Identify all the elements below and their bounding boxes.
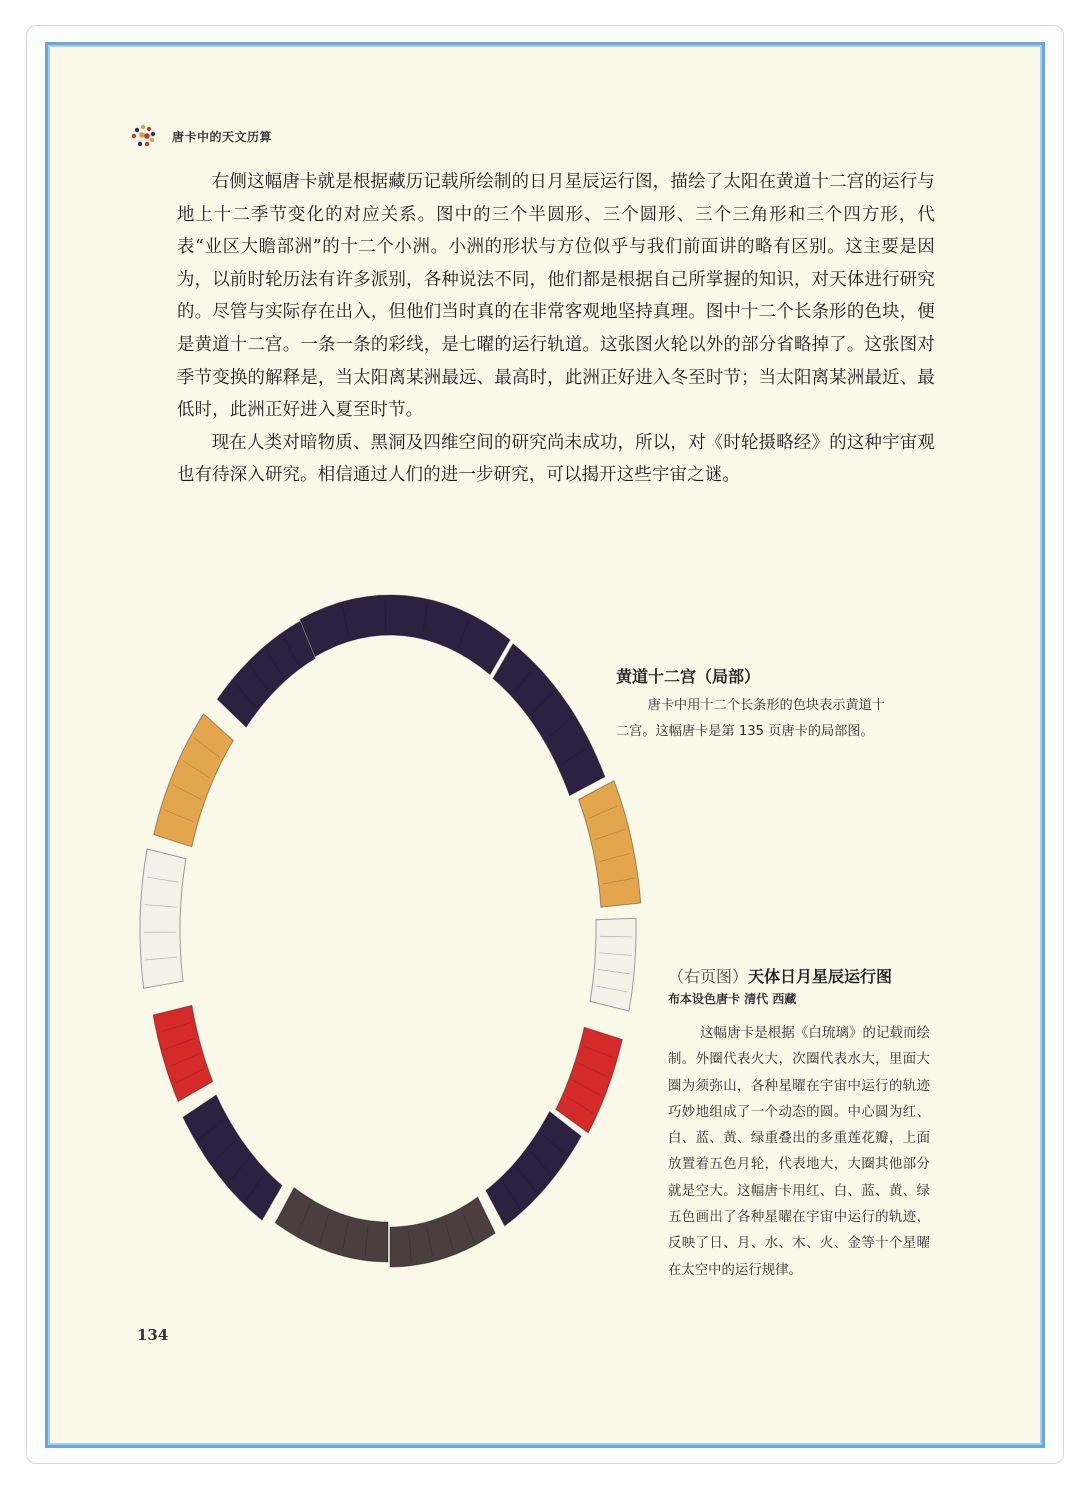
zodiac-ring-figure	[120, 580, 660, 1320]
logo-dot	[138, 142, 142, 146]
caption-right-page-body: 这幅唐卡是根据《白琉璃》的记载而绘制。外圈代表火大，次圈代表水大，里面大圈为须弥山，各种星曜在宇宙中运行的轨迹巧妙地组成了一个动态的圆。中心圆为红、白、蓝、黄、绿重叠出的多重莲花瓣，上面放置着五色月轮，代表地大，大圈其他部分就是空大。这幅唐卡用红、白、蓝、黄、绿五色画出了各种星曜在宇宙中运行的轨迹，反映了日、月、水、木、火、金等十个星曜在太空中的运行规律。	[668, 1026, 930, 1278]
caption-right-page-prefix: （右页图）	[668, 967, 749, 986]
caption-zodiac	[616, 664, 891, 745]
paragraph-2: 现在人类对暗物质、黑洞及四维空间的研究尚未成功，所以，对《时轮摄略经》的这种宇宙观也有待深入研究。相信通过人们的进一步研究，可以揭开这些宇宙之谜。	[177, 432, 935, 486]
zodiac-segment-brown	[275, 1188, 388, 1263]
caption-right-page-heading	[668, 964, 930, 987]
zodiac-segment-white	[140, 849, 186, 988]
zodiac-segment-navy	[486, 1112, 581, 1226]
zodiac-segment-white	[590, 918, 636, 1011]
body-text	[177, 166, 935, 492]
caption-right-page-subtitle: 布本设色唐卡 清代 西藏	[668, 992, 797, 1006]
header-title: 唐卡中的天文历算	[172, 129, 273, 144]
dotted-circle-logo-icon	[128, 124, 160, 148]
logo-dot	[135, 128, 139, 132]
caption-zodiac-title: 黄道十二宫（局部）	[616, 667, 761, 686]
logo-dot	[139, 132, 145, 138]
caption-right-page-title: 天体日月星辰运行图	[748, 967, 893, 986]
zodiac-segment-red	[556, 1027, 623, 1133]
zodiac-segment-orange	[579, 781, 641, 908]
zodiac-segment-navy	[217, 621, 315, 727]
logo-dot	[147, 127, 151, 131]
zodiac-segment-brown	[390, 1197, 495, 1267]
page-number: 134	[137, 1326, 169, 1344]
zodiac-segment-orange	[154, 714, 234, 847]
caption-right-page	[668, 964, 930, 1284]
logo-dot	[150, 138, 154, 142]
zodiac-segment-navy	[300, 595, 510, 675]
zodiac-segment-navy	[493, 644, 605, 796]
logo-dot	[144, 133, 150, 139]
zodiac-segment-red	[153, 1005, 213, 1101]
caption-zodiac-body: 唐卡中用十二个长条形的色块表示黄道十二宫。这幅唐卡是第 135 页唐卡的局部图。	[616, 698, 886, 739]
logo-dot	[151, 132, 155, 136]
paragraph-1: 右侧这幅唐卡就是根据藏历记载所绘制的日月星辰运行图，描绘了太阳在黄道十二宫的运行与地上十二季节变化的对应关系。图中的三个半圆形、三个圆形、三个三角形和三个四方形，代表“业区大瞻部洲”的十二个小洲。小洲的形状与方位似乎与我们前面讲的略有区别。这主要是因为，以前时轮历法有许多派别，各种说法不同，他们都是根据自己所掌握的知识，对天体进行研究的。尽管与实际存在出入，但他们当时真的在非常客观地坚持真理。图中十二个长条形的色块，便是黄道十二宫。一条一条的彩线，是七曜的运行轨道。这张图火轮以外的部分省略掉了。这张图对季节变换的解释是，当太阳离某洲最远、最高时，此洲正好进入冬至时节；当太阳离某洲最近、最低时，此洲正好进入夏至时节。	[177, 172, 935, 421]
logo-dot	[141, 125, 145, 129]
logo-dot	[132, 134, 136, 138]
zodiac-segment-navy	[183, 1095, 282, 1220]
logo-dot	[145, 142, 149, 146]
running-header	[128, 124, 272, 148]
